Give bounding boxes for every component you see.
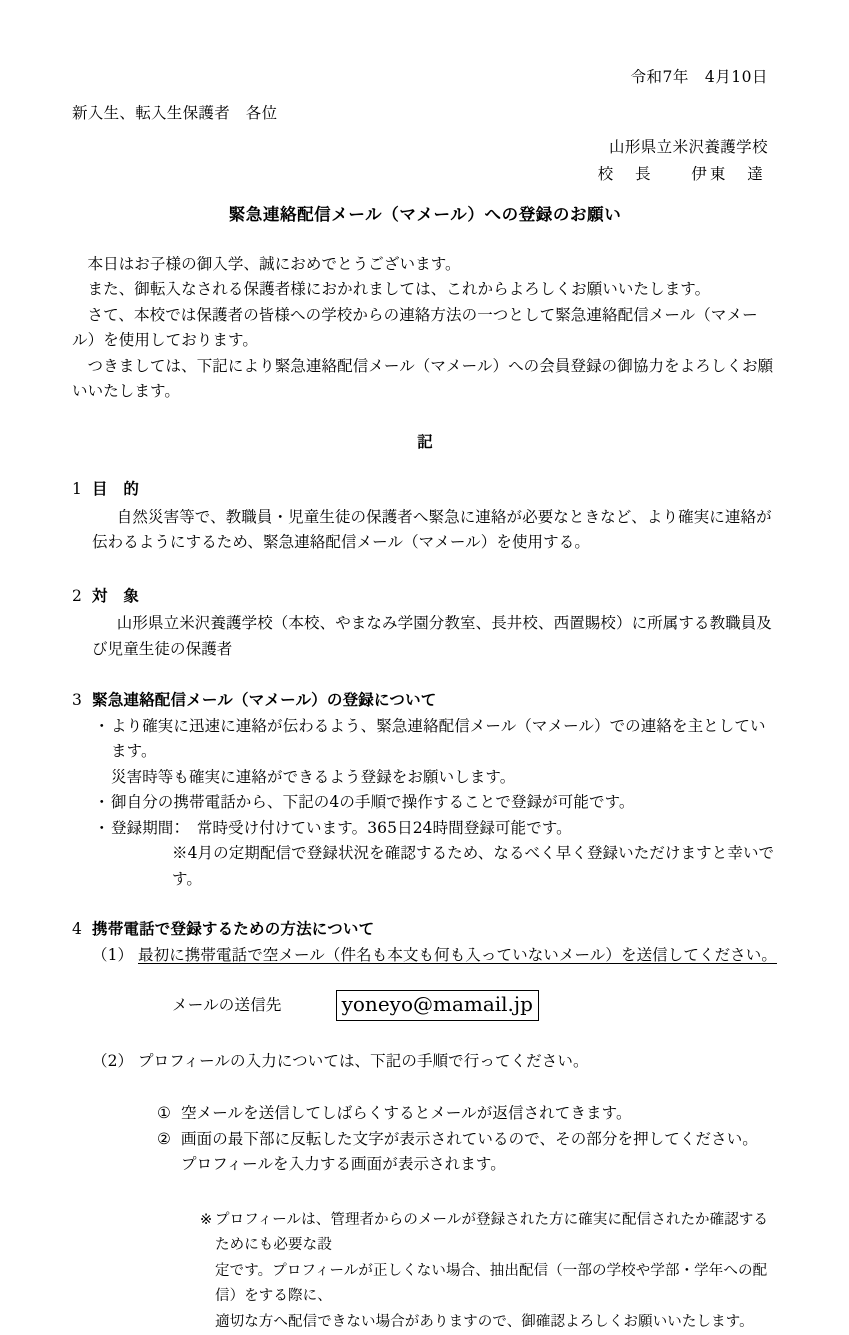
list-item	[94, 816, 778, 842]
section-1-text: 自然災害等で、教職員・児童生徒の保護者へ緊急に連絡が必要なときなど、より確実に連絡が伝わるようにするため、緊急連絡配信メール（マメール）を使用する。	[92, 507, 772, 551]
step-2-number: ②	[157, 1129, 171, 1148]
footnote-line-1: プロフィールは、管理者からのメールが登録された方に確実に配信されたか確認するためにも必要な設	[215, 1211, 769, 1254]
bullet-icon: ・	[94, 793, 110, 811]
section-3-number: 3	[72, 691, 83, 709]
section-1-body	[72, 505, 778, 556]
document-title: 緊急連絡配信メール（マメール）への登録のお願い	[228, 205, 622, 224]
section-3	[72, 692, 778, 892]
section-4	[72, 921, 778, 1335]
section-2-heading	[72, 585, 778, 605]
section-2	[72, 585, 778, 663]
issuer-principal-name: 校 長 伊東 達	[597, 164, 766, 183]
mail-destination-label: メールの送信先	[172, 995, 282, 1014]
section-4-number: 4	[72, 920, 83, 938]
section-4-footnote	[72, 1208, 778, 1335]
section-1	[72, 481, 778, 556]
document-body	[72, 0, 778, 1335]
section-1-title: 目 的	[92, 479, 140, 498]
step-2-text	[181, 1127, 778, 1178]
section-4-item-2	[72, 1049, 778, 1075]
step-1-text	[181, 1101, 778, 1127]
bullet-text-2	[111, 790, 778, 816]
section-4-title: 携帯電話で登録するための方法について	[92, 919, 375, 938]
bullet-1-line-1: より確実に迅速に連絡が伝わるよう、緊急連絡配信メール（マメール）での連絡を主としています。	[111, 716, 766, 760]
list-item	[94, 790, 778, 816]
section-4-item-1-text: 最初に携帯電話で空メール（件名も本文も何も入っていないメール）を送信してください。	[138, 945, 777, 964]
section-3-note: ※4月の定期配信で登録状況を確認するため、なるべく早く登録いただけますと幸いです。	[172, 844, 775, 888]
ki-marker: 記	[417, 431, 433, 451]
section-2-body	[72, 611, 778, 662]
footnote-line-3: 適切な方へ配信できない場合がありますので、御確認よろしくお願いいたします。	[215, 1313, 754, 1330]
section-4-item-1-number: （1）	[92, 945, 134, 964]
section-3-title: 緊急連絡配信メール（マメール）の登録について	[92, 690, 437, 709]
footnote-line-2: 定です。プロフィールが正しくない場合、抽出配信（一部の学校や学部・学年への配信）をする際に、	[215, 1262, 768, 1305]
section-4-step-list	[72, 1101, 778, 1178]
bullet-icon: ・	[94, 818, 110, 837]
intro-paragraph-2: また、御転入なされる保護者様におかれましては、これからよろしくお願いいたします。	[87, 280, 711, 298]
section-2-title: 対 象	[92, 585, 140, 605]
intro-paragraph-3: さて、本校では保護者の皆様への学校からの連絡方法の一つとして緊急連絡配信メール（マメール）を使用しております。	[72, 305, 758, 349]
document-date: 令和7年 4月10日	[630, 68, 768, 86]
list-item	[157, 1101, 778, 1127]
mail-address-box: yoneyo@mamail.jp	[336, 990, 539, 1021]
section-1-number: 1	[72, 480, 83, 498]
addressee-line: 新入生、転入生保護者 各位	[72, 103, 278, 122]
section-2-text: 山形県立米沢養護学校（本校、やまなみ学園分教室、長井校、西置賜校）に所属する教職員及び児童生徒の保護者	[92, 614, 772, 658]
bullet-1-line-2: 災害時等も確実に連絡ができるよう登録をお願いします。	[111, 767, 516, 786]
section-3-bullet-list	[72, 714, 778, 893]
intro-paragraph-4: つきましては、下記により緊急連絡配信メール（マメール）への会員登録の御協力をよろしくお願いいたします。	[72, 356, 774, 400]
section-4-item-1	[72, 943, 778, 969]
list-item	[94, 714, 778, 791]
issuer-organization: 山形県立米沢養護学校	[608, 138, 768, 156]
section-4-item-2-number: （2）	[92, 1051, 134, 1070]
section-4-item-2-text: プロフィールの入力については、下記の手順で行ってください。	[138, 1051, 589, 1070]
footnote-text	[215, 1208, 778, 1335]
list-item	[157, 1127, 778, 1178]
bullet-text-1	[111, 714, 778, 791]
section-1-heading	[72, 481, 778, 498]
bullet-icon: ・	[94, 716, 110, 735]
intro-paragraph-1: 本日はお子様の御入学、誠におめでとうございます。	[87, 254, 461, 273]
step-1-number: ①	[157, 1104, 171, 1123]
bullet-text-3	[111, 816, 778, 842]
step-1-line-1: 空メールを送信してしばらくするとメールが返信されてきます。	[181, 1104, 632, 1123]
intro-paragraphs	[72, 252, 778, 405]
section-2-number: 2	[72, 586, 83, 605]
issuer-block	[72, 140, 778, 182]
step-2-line-2: プロフィールを入力する画面が表示されます。	[181, 1155, 506, 1174]
mail-destination-block	[72, 990, 778, 1021]
step-2-line-1: 画面の最下部に反転した文字が表示されているので、その部分を押してください。	[181, 1129, 758, 1148]
bullet-2-line-1: 御自分の携帯電話から、下記の4の手順で操作することで登録が可能です。	[111, 793, 635, 811]
bullet-3-line-1: 登録期間： 常時受け付けています。365日24時間登録可能です。	[111, 818, 572, 837]
section-3-heading	[72, 692, 778, 709]
footnote-marker-icon: ※	[200, 1211, 213, 1228]
section-4-heading	[72, 921, 778, 938]
